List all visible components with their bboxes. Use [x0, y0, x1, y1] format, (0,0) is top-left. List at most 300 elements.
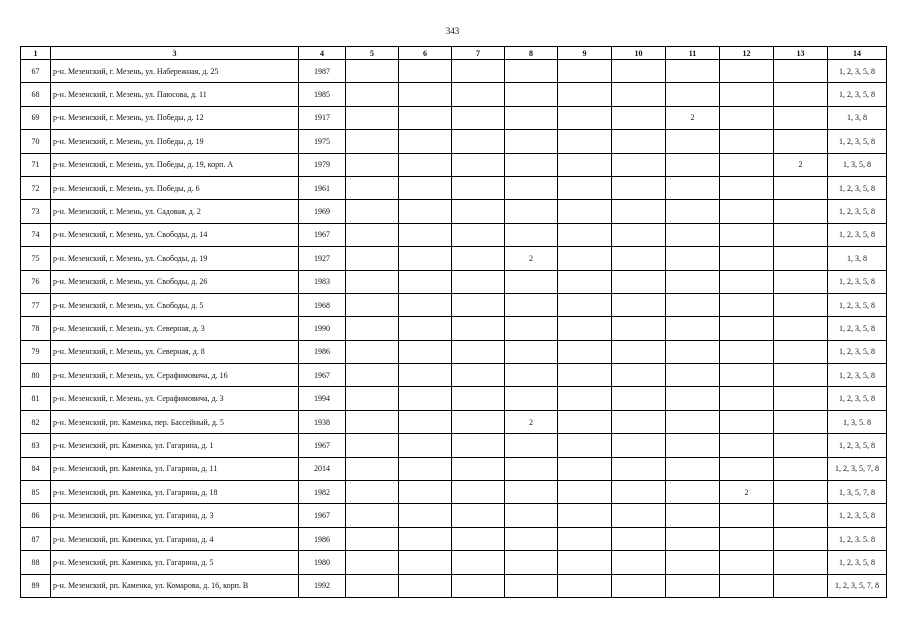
table-cell: 1967: [299, 504, 346, 527]
table-cell: 1, 2, 3, 5, 8: [828, 387, 887, 410]
table-body: [21, 60, 887, 598]
table-cell: [452, 200, 505, 223]
table-cell: [774, 293, 828, 316]
table-cell: [720, 317, 774, 340]
table-cell: 1, 3, 5, 8: [828, 153, 887, 176]
table-cell: [346, 200, 399, 223]
column-header: 5: [346, 47, 399, 60]
table-cell: [612, 551, 666, 574]
table-cell: [346, 317, 399, 340]
table-cell: 86: [21, 504, 51, 527]
table-cell: [346, 270, 399, 293]
table-cell: [452, 153, 505, 176]
table-cell: 2014: [299, 457, 346, 480]
table-cell: [452, 317, 505, 340]
table-cell: 68: [21, 83, 51, 106]
table-cell: 1, 2, 3, 5, 8: [828, 340, 887, 363]
table-cell: [720, 130, 774, 153]
table-cell: 1, 2, 3, 5, 7, 8: [828, 457, 887, 480]
table-cell: [666, 270, 720, 293]
table-cell: [666, 340, 720, 363]
table-cell: [399, 340, 452, 363]
table-cell: [505, 457, 558, 480]
table-cell: [774, 317, 828, 340]
table-cell: [558, 200, 612, 223]
column-header: 8: [505, 47, 558, 60]
table-cell: [399, 317, 452, 340]
table-cell: [720, 364, 774, 387]
table-cell: [558, 60, 612, 83]
column-header: 6: [399, 47, 452, 60]
table-cell: [666, 527, 720, 550]
table-cell: р-н. Мезенский, рп. Каменка, ул. Гагарина, д. 1: [51, 434, 299, 457]
table-cell: 1980: [299, 551, 346, 574]
table-cell: [452, 270, 505, 293]
table-cell: 77: [21, 293, 51, 316]
page-number: 343: [445, 26, 460, 36]
column-header: 10: [612, 47, 666, 60]
table-cell: [774, 410, 828, 433]
column-header: 14: [828, 47, 887, 60]
table-cell: [346, 83, 399, 106]
table-cell: [612, 270, 666, 293]
table-cell: [666, 60, 720, 83]
table-cell: [612, 247, 666, 270]
table-cell: [666, 457, 720, 480]
table-cell: 1927: [299, 247, 346, 270]
table-cell: [399, 153, 452, 176]
table-cell: [452, 434, 505, 457]
table-cell: [505, 60, 558, 83]
table-cell: [505, 434, 558, 457]
table-cell: [720, 340, 774, 363]
table-row: [21, 223, 887, 246]
table-cell: 1983: [299, 270, 346, 293]
table-cell: [505, 200, 558, 223]
table-cell: [720, 387, 774, 410]
table-cell: [666, 317, 720, 340]
table-cell: 1, 2, 3, 5, 8: [828, 200, 887, 223]
table-cell: [346, 340, 399, 363]
table-cell: 79: [21, 340, 51, 363]
table-row: [21, 434, 887, 457]
table-cell: [774, 176, 828, 199]
table-cell: [666, 293, 720, 316]
table-cell: [720, 410, 774, 433]
table-cell: [558, 223, 612, 246]
table-cell: [505, 223, 558, 246]
table-cell: [399, 387, 452, 410]
table-cell: р-н. Мезенский, рп. Каменка, ул. Комарова, д. 16, корп. В: [51, 574, 299, 597]
table-cell: [612, 364, 666, 387]
table-cell: 73: [21, 200, 51, 223]
table-cell: [452, 551, 505, 574]
table-row: [21, 293, 887, 316]
table-cell: [399, 410, 452, 433]
table-cell: [558, 551, 612, 574]
table-cell: 1975: [299, 130, 346, 153]
column-header: 1: [21, 47, 51, 60]
table-cell: [505, 130, 558, 153]
table-cell: [720, 176, 774, 199]
table-cell: р-н. Мезенский, г. Мезень, ул. Северная, д. 3: [51, 317, 299, 340]
table-cell: [346, 481, 399, 504]
table-cell: [346, 60, 399, 83]
table-cell: р-н. Мезенский, г. Мезень, ул. Северная, д. 8: [51, 340, 299, 363]
table-cell: 88: [21, 551, 51, 574]
table-cell: [774, 106, 828, 129]
table-cell: [666, 504, 720, 527]
table-cell: 1992: [299, 574, 346, 597]
table-cell: 1987: [299, 60, 346, 83]
table-cell: [558, 434, 612, 457]
table-cell: [452, 60, 505, 83]
table-cell: 76: [21, 270, 51, 293]
table-cell: р-н. Мезенский, г. Мезень, ул. Свободы, д. 14: [51, 223, 299, 246]
table-cell: [720, 551, 774, 574]
table-cell: [346, 247, 399, 270]
table-cell: [399, 247, 452, 270]
table-cell: [720, 574, 774, 597]
table-cell: [774, 481, 828, 504]
table-cell: [399, 293, 452, 316]
table-cell: [774, 387, 828, 410]
table-cell: [346, 504, 399, 527]
table-cell: [612, 106, 666, 129]
table-cell: [720, 504, 774, 527]
table-cell: 78: [21, 317, 51, 340]
table-cell: [505, 317, 558, 340]
table-cell: [666, 551, 720, 574]
table-cell: [505, 551, 558, 574]
table-cell: [452, 457, 505, 480]
column-header: 11: [666, 47, 720, 60]
table-cell: 1961: [299, 176, 346, 199]
table-cell: [399, 60, 452, 83]
table-cell: [346, 434, 399, 457]
table-cell: 1, 2, 3, 5, 8: [828, 317, 887, 340]
table-cell: [774, 223, 828, 246]
table-cell: [558, 247, 612, 270]
table-row: [21, 153, 887, 176]
table-cell: [399, 551, 452, 574]
table-cell: [346, 551, 399, 574]
table-cell: 81: [21, 387, 51, 410]
table-row: [21, 504, 887, 527]
table-row: [21, 457, 887, 480]
table-cell: [452, 293, 505, 316]
table-cell: [666, 83, 720, 106]
table-cell: [666, 176, 720, 199]
table-cell: [505, 364, 558, 387]
table-cell: [612, 200, 666, 223]
table-cell: 1985: [299, 83, 346, 106]
table-cell: 82: [21, 410, 51, 433]
table-cell: [505, 481, 558, 504]
table-cell: [399, 574, 452, 597]
table-cell: [774, 340, 828, 363]
table-cell: р-н. Мезенский, рп. Каменка, ул. Гагарина, д. 5: [51, 551, 299, 574]
table-cell: 1, 2, 3, 5, 8: [828, 130, 887, 153]
table-cell: 1, 2, 3. 5. 8: [828, 527, 887, 550]
table-cell: 1969: [299, 200, 346, 223]
table-cell: 1, 2, 3, 5, 8: [828, 434, 887, 457]
table-cell: [612, 317, 666, 340]
table-cell: 85: [21, 481, 51, 504]
table-cell: [720, 223, 774, 246]
table-cell: [612, 527, 666, 550]
table-cell: [399, 130, 452, 153]
table-cell: 1, 2, 3, 5, 8: [828, 83, 887, 106]
table-cell: [612, 83, 666, 106]
table-cell: [452, 130, 505, 153]
table-cell: [612, 574, 666, 597]
table-cell: [666, 410, 720, 433]
table-cell: р-н. Мезенский, г. Мезень, ул. Победы, д. 6: [51, 176, 299, 199]
building-registry-table: [20, 46, 887, 598]
table-row: [21, 270, 887, 293]
table-cell: [505, 527, 558, 550]
table-cell: [612, 481, 666, 504]
table-cell: [666, 247, 720, 270]
table-row: [21, 317, 887, 340]
table-cell: [720, 457, 774, 480]
table-cell: р-н. Мезенский, г. Мезень, ул. Серафимовича, д. 3: [51, 387, 299, 410]
table-cell: [774, 364, 828, 387]
table-cell: [720, 106, 774, 129]
table-cell: р-н. Мезенский, г. Мезень, ул. Свободы, д. 19: [51, 247, 299, 270]
table-cell: 87: [21, 527, 51, 550]
table-cell: [505, 270, 558, 293]
table-row: [21, 83, 887, 106]
table-cell: [558, 176, 612, 199]
table-cell: [505, 293, 558, 316]
table-cell: [452, 504, 505, 527]
table-cell: 1986: [299, 340, 346, 363]
table-row: [21, 574, 887, 597]
table-cell: 1, 2, 3, 5, 8: [828, 364, 887, 387]
table-cell: р-н. Мезенский, г. Мезень, ул. Паюсова, д. 11: [51, 83, 299, 106]
table-cell: [346, 153, 399, 176]
table-cell: [612, 293, 666, 316]
table-row: [21, 176, 887, 199]
table-cell: 1, 2, 3, 5, 8: [828, 551, 887, 574]
column-header: 3: [51, 47, 299, 60]
table-cell: [666, 481, 720, 504]
table-cell: [399, 270, 452, 293]
table-cell: [558, 387, 612, 410]
table-cell: [399, 527, 452, 550]
table-cell: [346, 527, 399, 550]
table-cell: [558, 457, 612, 480]
table-cell: 1, 3, 5, 7, 8: [828, 481, 887, 504]
table-cell: [505, 387, 558, 410]
table-cell: [452, 364, 505, 387]
table-cell: 1, 2, 3, 5, 8: [828, 293, 887, 316]
table-cell: [558, 340, 612, 363]
table-cell: р-н. Мезенский, г. Мезень, ул. Победы, д. 12: [51, 106, 299, 129]
table-cell: [558, 504, 612, 527]
table-cell: 83: [21, 434, 51, 457]
table-cell: 2: [505, 247, 558, 270]
column-header: 4: [299, 47, 346, 60]
table-cell: 1967: [299, 364, 346, 387]
table-cell: [774, 551, 828, 574]
table-cell: [452, 176, 505, 199]
table-cell: 1, 2, 3, 5, 8: [828, 176, 887, 199]
table-cell: [399, 200, 452, 223]
table-cell: [346, 410, 399, 433]
table-cell: [452, 106, 505, 129]
table-cell: 1968: [299, 293, 346, 316]
table-cell: 2: [774, 153, 828, 176]
table-cell: [452, 387, 505, 410]
table-cell: [612, 60, 666, 83]
table-cell: [452, 247, 505, 270]
table-cell: 1, 2, 3, 5, 8: [828, 504, 887, 527]
table-cell: [399, 223, 452, 246]
column-header: 13: [774, 47, 828, 60]
table-cell: [774, 130, 828, 153]
table-cell: [558, 527, 612, 550]
table-cell: [666, 223, 720, 246]
table-cell: [505, 83, 558, 106]
table-cell: р-н. Мезенский, рп. Каменка, пер. Бассейный, д. 5: [51, 410, 299, 433]
table-row: [21, 410, 887, 433]
table-cell: [666, 434, 720, 457]
table-cell: 1990: [299, 317, 346, 340]
table-cell: [452, 83, 505, 106]
table-cell: [774, 457, 828, 480]
table-row: [21, 106, 887, 129]
table-cell: [558, 574, 612, 597]
table-row: [21, 481, 887, 504]
table-cell: [558, 293, 612, 316]
table-cell: [612, 457, 666, 480]
table-cell: [346, 364, 399, 387]
table-cell: 2: [505, 410, 558, 433]
table-header: [21, 47, 887, 60]
table-cell: р-н. Мезенский, г. Мезень, ул. Набережная, д. 25: [51, 60, 299, 83]
table-row: [21, 200, 887, 223]
table-row: [21, 551, 887, 574]
table-cell: [505, 504, 558, 527]
table-cell: 71: [21, 153, 51, 176]
table-cell: [774, 247, 828, 270]
table-cell: р-н. Мезенский, г. Мезень, ул. Победы, д. 19, корп. А: [51, 153, 299, 176]
table-cell: [452, 340, 505, 363]
table-cell: [774, 83, 828, 106]
table-cell: [720, 200, 774, 223]
table-cell: [612, 387, 666, 410]
table-cell: [558, 106, 612, 129]
table-cell: [399, 106, 452, 129]
table-cell: р-н. Мезенский, г. Мезень, ул. Победы, д. 19: [51, 130, 299, 153]
column-header: 12: [720, 47, 774, 60]
table-cell: [612, 340, 666, 363]
table-cell: [346, 106, 399, 129]
table-cell: [720, 83, 774, 106]
table-row: [21, 364, 887, 387]
table-cell: [346, 130, 399, 153]
table-cell: [666, 574, 720, 597]
table-cell: 1979: [299, 153, 346, 176]
table-cell: [720, 293, 774, 316]
table-cell: р-н. Мезенский, рп. Каменка, ул. Гагарина, д. 18: [51, 481, 299, 504]
table-cell: [612, 434, 666, 457]
table-cell: 1938: [299, 410, 346, 433]
table-cell: [558, 153, 612, 176]
table-cell: [774, 504, 828, 527]
table-cell: р-н. Мезенский, рп. Каменка, ул. Гагарина, д. 11: [51, 457, 299, 480]
table-cell: 89: [21, 574, 51, 597]
table-row: [21, 387, 887, 410]
table-cell: [346, 457, 399, 480]
table-cell: 70: [21, 130, 51, 153]
table-cell: 75: [21, 247, 51, 270]
table-cell: [399, 434, 452, 457]
table-row: [21, 130, 887, 153]
table-cell: [666, 387, 720, 410]
table-cell: [452, 481, 505, 504]
table-cell: [774, 527, 828, 550]
table-cell: [720, 60, 774, 83]
table-cell: 1, 2, 3, 5, 7, 8: [828, 574, 887, 597]
table-cell: [558, 270, 612, 293]
table-cell: р-н. Мезенский, рп. Каменка, ул. Гагарина, д. 4: [51, 527, 299, 550]
table-cell: [452, 223, 505, 246]
table-cell: [452, 527, 505, 550]
table-cell: 1, 3, 5. 8: [828, 410, 887, 433]
table-cell: [505, 340, 558, 363]
table-cell: [558, 410, 612, 433]
table-cell: 1, 3, 8: [828, 106, 887, 129]
table-cell: р-н. Мезенский, г. Мезень, ул. Свободы, д. 5: [51, 293, 299, 316]
table-row: [21, 527, 887, 550]
table-cell: р-н. Мезенский, г. Мезень, ул. Свободы, д. 26: [51, 270, 299, 293]
table-cell: 72: [21, 176, 51, 199]
table-row: [21, 60, 887, 83]
table-cell: [346, 574, 399, 597]
table-cell: [399, 364, 452, 387]
table-cell: [720, 434, 774, 457]
table-cell: [612, 223, 666, 246]
table-cell: [505, 176, 558, 199]
table-cell: [452, 410, 505, 433]
table-cell: р-н. Мезенский, г. Мезень, ул. Садовая, д. 2: [51, 200, 299, 223]
table-row: [21, 340, 887, 363]
table-cell: [346, 223, 399, 246]
table-cell: [558, 130, 612, 153]
table-cell: [720, 527, 774, 550]
table-cell: [505, 106, 558, 129]
table-cell: [720, 270, 774, 293]
table-cell: [505, 574, 558, 597]
header-row: [21, 47, 887, 60]
table-cell: р-н. Мезенский, г. Мезень, ул. Серафимовича, д. 16: [51, 364, 299, 387]
table-cell: [774, 200, 828, 223]
table-cell: 1994: [299, 387, 346, 410]
table-cell: 1, 3, 8: [828, 247, 887, 270]
table-cell: 1, 2, 3, 5, 8: [828, 270, 887, 293]
table-cell: [346, 293, 399, 316]
table-cell: [666, 200, 720, 223]
table-cell: [399, 504, 452, 527]
table-cell: 2: [666, 106, 720, 129]
table-cell: [612, 410, 666, 433]
table-cell: [558, 83, 612, 106]
table-cell: [666, 153, 720, 176]
